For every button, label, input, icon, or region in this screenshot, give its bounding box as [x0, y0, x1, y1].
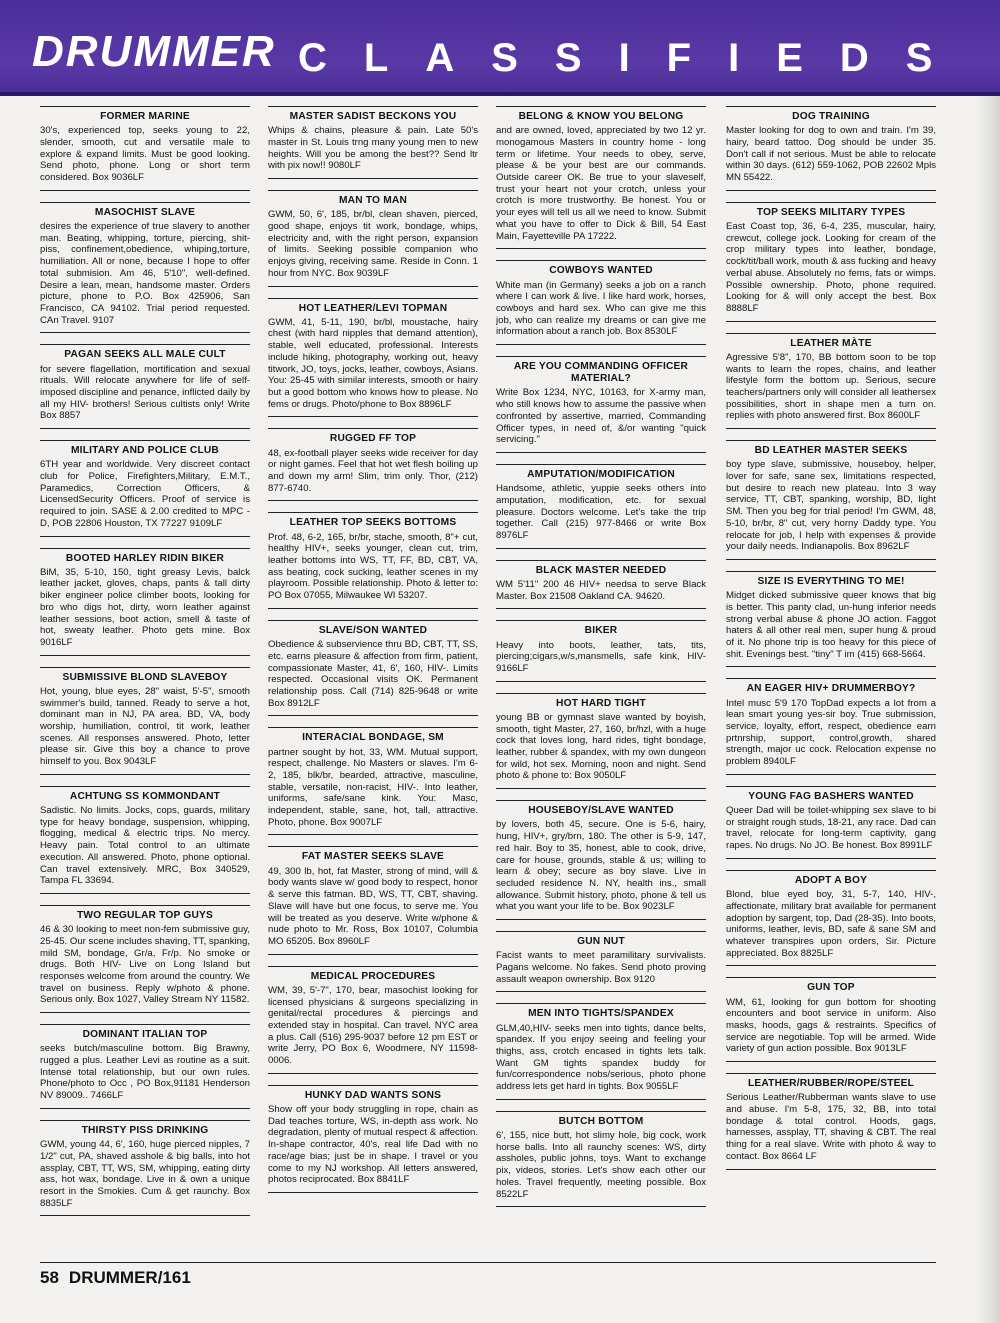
ad-body: desires the experience of true slavery to another man. Beating, whipping, torture, piercing, shit-piss, confinement,obedience, whiping,torture, humiliation. All or none, because I hope to offer total submision. Am 46, 5'10", well-defined. Desire a lean, mean, handsome master. Orders picture, phone to P.O. Box 425906, San Francisco, CA 94102. Trial period requested. CAn Travel. 9107: [40, 221, 250, 333]
classifieds-column-1: [40, 106, 250, 1256]
ad-title: AMPUTATION/MODIFICATION: [527, 469, 675, 480]
ad-title: FAT MASTER SEEKS SLAVE: [301, 851, 445, 863]
classified-ad: [268, 512, 478, 608]
ad-body: Obedience & subservience thru BD, CBT, TT, SS, etc. earns pleasure & affection from firm, patient, compassionate Master, 41, 6', 160, HIV-. Limits respected. Occasional visits OK. Permanent relationship poss. Call (714) 825-9648 or write Box 8912LF: [268, 639, 478, 716]
ad-title: PAGAN SEEKS ALL MALE CULT: [64, 349, 226, 361]
ad-body: Heavy into boots, leather, tats, tits, piercing;cigars,w/s,mansmells, safe kink, HIV-9166LF: [496, 640, 706, 682]
classified-ad: [40, 202, 250, 334]
classified-ad: [496, 260, 706, 345]
ad-body: Whips & chains, pleasure & pain. Late 50's master in St. Louis trng many young men to new heights. Will you be among the best?? Send ltr with pix now!! 9080LF: [268, 125, 478, 179]
ad-rule: [40, 106, 250, 107]
ad-body: 46 & 30 looking to meet non-fem submissive guy, 25-45. Our scene includes shaving, TT, spanking, mild SM, bondage, Gr/a, Fr/p. No smoke or drugs. Both HIV- Live on Long Island but responses welcome from around the country. We travel on business. Reply w/photo & phone. Serious only. Box 1027, Valley Stream NY 11582.: [40, 924, 250, 1013]
classified-ad: [268, 620, 478, 716]
masthead: [0, 0, 1000, 92]
ad-title: HUNKY DAD WANTS SONS: [304, 1089, 442, 1101]
classified-ad: [40, 548, 250, 656]
classifieds-column-2: [268, 106, 478, 1256]
ad-title: MASOCHIST SLAVE: [94, 206, 196, 218]
ad-rule: [726, 202, 936, 203]
classified-ad: [726, 106, 936, 191]
ad-body: Handsome, athletic, yuppie seeks others into amputation, modification, etc. for sexual pleasure. Doctors welcome. Let's take the trip together. Call (215) 977-8466 or write Box 8976LF: [496, 483, 706, 549]
ad-rule: [268, 727, 478, 728]
ad-rule: [726, 333, 936, 334]
classifieds-column-3: [496, 106, 706, 1256]
classified-ad: [496, 560, 706, 610]
classified-ad: [496, 1111, 706, 1207]
ad-title: BD LEATHER MASTER SEEKS: [754, 445, 908, 457]
ad-body: by lovers, both 45, secure. One is 5-6, hairy, hung, HIV+, gry/brn, 180. The other is 5-9, 147, red hair. Boy to 35, honest, able to cook, drive, care for house, grounds, stable & us; willing to learn & obey; secure as boy slave. Live in secluded residence N. NY, health ins., small allowance. Submit history, photo, phone & tell us what you want your life to be. Box 9023LF: [496, 819, 706, 920]
ad-rule: [496, 800, 706, 801]
ad-title: FORMER MARINE: [100, 111, 190, 122]
classified-ad: [268, 846, 478, 954]
ad-body: Master looking for dog to own and train. I'm 39, hairy, beard tattoo. Dog should be under 35. Don't call if not serious. Must be able to relocate within 30 days. (612) 559-1062, POB 22602 Mpls MN 55422.: [726, 125, 936, 191]
ad-title: BOOTED HARLEY RIDIN BIKER: [65, 552, 225, 564]
ad-rule: [268, 512, 478, 513]
page-edge-shadow: [974, 96, 1000, 1323]
ad-rule: [496, 931, 706, 932]
ad-rule: [726, 1073, 936, 1074]
ad-title: HOT HARD TIGHT: [556, 697, 646, 709]
classified-ad: [496, 1003, 706, 1099]
ad-title: YOUNG FAG BASHERS WANTED: [748, 790, 914, 802]
ad-title: MEN INTO TIGHTS/SPANDEX: [528, 1008, 674, 1020]
ad-rule: [40, 440, 250, 441]
ad-body: 6', 155, nice butt, hot slimy hole, big cock, work horse balls. Into all raunchy scenes: WS, dirty assholes, public johns, toys. Want to exchange pix, videos, stories. Let's show each other our holes. Travel frequently, meeting possible. Box 8522LF: [496, 1130, 706, 1207]
ad-rule: [40, 667, 250, 668]
ad-rule: [726, 440, 936, 441]
ad-rule: [726, 678, 936, 679]
ad-title: DOG TRAINING: [792, 111, 870, 122]
classified-ad: [726, 1073, 936, 1169]
ad-body: young BB or gymnast slave wanted by boyish, smooth, tight Master, 27, 160, br/hzl, with a huge cock that loves long, hard rides, tight bondage, leather, rubber & spandex, with my own dungeon for wild, hot sex. Morning, noon and night. Send photo & phone to: Box 9050LF: [496, 712, 706, 789]
classified-ad: [40, 786, 250, 894]
ad-title: HOT LEATHER/LEVI TOPMAN: [298, 302, 448, 314]
classified-ad: [268, 1085, 478, 1193]
ad-body: partner sought by hot, 33, WM. Mutual support, respect, challenge. No Masters or slaves. I'm 6-2, 185, blk/br, bearded, attractive, masculine, stable, versatile, non-racist, HIV-. Into leather, uniforms, safe/sane kink. You: Masc, independent, stable, sane, hot, tall, attractive. Photo, phone. Box 9007LF: [268, 747, 478, 836]
ad-body: 49, 300 lb, hot, fat Master, strong of mind, will & body wants slave w/ good body to respect, honor & serve this fatman. BD, WS, TT, CBT, shaving. Slave will have but one focus, to serve me. You will be treated as you deserve. Write w/phone & nude photo to Mr. Ross, Box 10107, Columbia MO 65205. Box 8960LF: [268, 866, 478, 955]
classified-ad: [496, 356, 706, 453]
ad-title: GUN TOP: [807, 982, 855, 994]
ad-rule: [726, 786, 936, 787]
ad-body: WM 5'11" 200 46 HIV+ needsa to serve Black Master. Box 21508 Oakland CA. 94620.: [496, 579, 706, 609]
ad-body: GWM, young 44, 6', 160, huge pierced nipples, 7 1/2" cut, PA, shaved asshole & big balls, into hot assplay, CBT, TT, WS, SM, whipping, eating dirty ass, hot wax, bondage. Live in & own a unique resort in the Smokies. Cum & get raunchy. Box 8835LF: [40, 1139, 250, 1216]
classified-ad: [268, 428, 478, 501]
ad-body: 6TH year and worldwide. Very discreet contact club for Police, Firefighters,Military, E.M.T., Paramedics, Correction Officers, & LicensedSecurity Officers. Proof of service is required to join. SASE & 2.00 credited to MPC - D, POB 22806 Houston, TX 77227 9109LF: [40, 459, 250, 536]
ad-rule: [496, 560, 706, 561]
ad-title: HOUSEBOY/SLAVE WANTED: [528, 805, 674, 817]
ad-body: GWM, 41, 5-11, 190, br/bl, moustache, hairy chest (with hard nipples that demand attention), stable, well educated, professional. Interests include hiking, photography, working out, heavy titwork, JO, toys, jocks, leather, cowboys, Asians. You: 25-45 with similar interests, smooth or hairy but a good bottom who knows how to please. No fems or drugs. Photo/phone to Box 8896LF: [268, 317, 478, 418]
ad-rule: [40, 548, 250, 549]
classified-ad: [726, 202, 936, 322]
ad-rule: [496, 106, 706, 107]
ad-title: SIZE IS EVERYTHING TO ME!: [757, 575, 905, 587]
ad-body: Blond, blue eyed boy, 31, 5-7, 140, HIV-, affectionate, military brat available for permanent adoption by sargent, top, Dad (28-35). Into boots, uniforms, leather, levis, BD, safe & sane SM and whatever transpires upon orders, Sir. Picture appreciated. Box 8825LF: [726, 889, 936, 966]
classified-ad: [496, 693, 706, 789]
ad-rule: [726, 977, 936, 978]
classified-ad: [40, 440, 250, 536]
ad-body: WM, 39, 5'-7", 170, bear, masochist looking for licensed physicians & surgeons specializing in genital/rectal procedures & piercings and extended stay in hospital. Can travel. NYC area a plus. Call (516) 295-9037 before 12 pm EST or write Jerry, PO Box 6, Woodmere, NY 11598-0006.: [268, 985, 478, 1074]
classified-ad: [40, 1120, 250, 1216]
ad-body: Agressive 5'8", 170, BB bottom soon to be top wants to learn the ropes, chains, and leather lifestyle form the bottom up. Serious, secure teachers/partners only will consider all leathersex possibilities, short in shape men a turn on. replies with photo answered first. Box 8600LF: [726, 352, 936, 429]
ad-rule: [496, 1111, 706, 1112]
ad-body: Hot, young, blue eyes, 28" waist, 5'-5", smooth swimmer's build, tanned. Ready to serve a hot, dominant man in NJ, PA area. BD, VA, body worship, humiliation, control, tit work, leather scenes. All responses answered. Photo, letter please sir. Give this boy a chance to prove himself to you. Box 9043LF: [40, 686, 250, 775]
ad-rule: [268, 966, 478, 967]
ad-rule: [268, 298, 478, 299]
masthead-title-classifieds: CLASSIFIEDS: [298, 36, 970, 80]
classified-ad: [726, 333, 936, 429]
ad-rule: [40, 905, 250, 906]
ad-rule: [726, 571, 936, 572]
classified-ad: [40, 905, 250, 1013]
ad-body: 30's, experienced top, seeks young to 22, slender, smooth, cut and versatile male to explore & expand limits. Must be good looking. Send photo, phone. Long or short term considered. Box 9036LF: [40, 125, 250, 191]
ad-rule: [40, 202, 250, 203]
ad-body: WM, 61, looking for gun bottom for shooting encounters and boot service in uniform. Also masks, hoods, gags & restraints. Specifics of service are negotiable. Top will be armed. Wide variety of gun action possible. Box 9013LF: [726, 997, 936, 1063]
ad-title: ADOPT A BOY: [794, 874, 868, 886]
ad-title: MASTER SADIST BECKONS YOU: [289, 111, 457, 122]
footer-rule: [40, 1262, 936, 1263]
ad-title: BIKER: [584, 625, 618, 637]
ad-body: Write Box 1234, NYC, 10163, for X-army man, who still knows how to assume the passive when confronted by assertive, married, Commanding Officer types, in need of, &/or wanting "quick servicing.": [496, 387, 706, 453]
ad-title: RUGGED FF TOP: [329, 433, 417, 445]
classified-ad: [496, 931, 706, 992]
ad-rule: [268, 620, 478, 621]
ad-rule: [496, 693, 706, 694]
ad-body: Sadistic. No limits. Jocks, cops, guards, military type for heavy bondage, suspension, whipping, flogging, medical & electric trips. No mercy. Heavy pain. Total control to an ultimate execution. All answered. Photo, phone optional. Can travel extensively. MRC, Box 340529, Tampa FL 33694.: [40, 805, 250, 894]
ad-title: ACHTUNG SS KOMMONDANT: [69, 790, 221, 802]
ad-title: MAN TO MAN: [338, 195, 408, 207]
ad-title: THIRSTY PISS DRINKING: [81, 1124, 209, 1136]
classified-ad: [268, 106, 478, 179]
classified-ad: [268, 190, 478, 286]
ad-title: ARE YOU COMMANDING OFFICER MATERIAL?: [513, 361, 689, 385]
ad-title: BUTCH BOTTOM: [558, 1115, 644, 1127]
ad-body: BiM, 35, 5-10, 150, tight greasy Levis, balck leather jacket, gloves, chaps, pants & tall dirty biker engineer police climber boots, looking for bro who digs hot, dirty, worn leather against leather sessions, boot action, smell & taste of hot, sweaty leather. Photo gets mine. Box 9016LF: [40, 567, 250, 656]
ad-body: seeks butch/masculine bottom. Big Brawny, rugged a plus. Leather Levi as routine as a suit. Intense total relationship, but our own rules. Phone/photo to Occ , PO Box,91181 Henderson NV 89009.. 7466LF: [40, 1043, 250, 1109]
ad-rule: [496, 464, 706, 465]
ad-title: LEATHER TOP SEEKS BOTTOMS: [289, 517, 457, 529]
ad-body: Serious Leather/Rubberman wants slave to use and abuse. I'm 5-8, 175, 32, BB, into total bondage & total control. Hoods, gags, harnesses, assplay, TT, shaving & CBT. The real thing for a real slave. Write with photo & way to contact. Box 8664 LF: [726, 1092, 936, 1169]
folio: [40, 1268, 191, 1288]
ad-body: Facist wants to meet paramilitary survivalists. Pagans welcome. No fakes. Send photo proving assault weapon ownership. Box 9120: [496, 950, 706, 992]
ad-title: LEATHER MÀTE: [790, 337, 872, 349]
ad-body: Intel musc 5'9 170 TopDad expects a lot from a lean smart young yes-sir boy. True submission, service, loyalty, effort, respect, obedience earn prtnrship, support, control,growth, shared strength, major uc cock. Relocation expense no problem 8940LF: [726, 698, 936, 775]
ad-rule: [40, 1120, 250, 1121]
ad-rule: [40, 344, 250, 345]
ad-title: MILITARY AND POLICE CLUB: [71, 445, 219, 457]
classified-ad: [496, 106, 706, 249]
ad-title: SLAVE/SON WANTED: [318, 624, 428, 636]
classified-ad: [268, 298, 478, 418]
ad-rule: [268, 428, 478, 429]
ad-body: GLM,40,HIV- seeks men into tights, dance belts, spandex. If you enjoy seeing and feeling your thighs, ass, crotch encased in tights lets talk. Want GM tights spandex buddy for fun/correspondence nobs/serious, photo phone address lets get hard in tights. Box 9055LF: [496, 1023, 706, 1100]
ad-body: Prof. 48, 6-2, 165, br/br, stache, smooth, 8"+ cut, healthy HIV+, seeks younger, clean cut, trim, leather bottoms into WS, TT, FF, BD, CBT, VA, ass beating, cock sucking, leather scenes in my playroom. Possible relationship. Photo & letter to: PO Box 07055, Milwaukee WI 53207.: [268, 532, 478, 609]
ad-rule: [268, 106, 478, 107]
classified-ad: [726, 571, 936, 667]
issue-label: DRUMMER/161: [68, 1268, 191, 1287]
classified-ad: [726, 977, 936, 1062]
classified-ad: [726, 678, 936, 774]
ad-body: boy type slave, submissive, houseboy, helper, lover for safe, sane sex, limitations respected, but desire to reach new plateau. Into 3 way service, TT, CBT, spanking, worship, BD, light SM. Then you beg for trial period! I'm GWM, 48, 5-10, br/br, 8" cut, very horny Daddy type. You relocate for job, I help with expenses & provide your daily needs. Indianapolis. Box 8962LF: [726, 459, 936, 560]
classified-ad: [496, 464, 706, 549]
ad-title: TWO REGULAR TOP GUYS: [76, 909, 214, 921]
ad-rule: [268, 846, 478, 847]
ad-title: TOP SEEKS MILITARY TYPES: [756, 206, 906, 218]
ad-body: Show off your body struggling in rope, chain as Dad teaches torture, WS, in-depth ass work. No degradation, plenty of mutual respect & affection. In-shape contractor, 40's, real life Dad with no race/age bias; just be in shape. I travel or you come to my NJ workshop. All letters answered, photos reciprocated. Box 8841LF: [268, 1104, 478, 1193]
ad-rule: [268, 190, 478, 191]
classified-ad: [726, 440, 936, 560]
ad-rule: [268, 1085, 478, 1086]
ad-title: SUBMISSIVE BLOND SLAVEBOY: [62, 671, 228, 683]
masthead-rule: [0, 92, 1000, 96]
ad-rule: [496, 260, 706, 261]
page-number: 58: [40, 1268, 59, 1287]
classified-ad: [40, 667, 250, 775]
ad-title: DOMINANT ITALIAN TOP: [82, 1029, 208, 1041]
ad-body: East Coast top, 36, 6-4, 235, muscular, hairy, crewcut, college jock. Looking for cream of the crop military types into leather, bondage, cock/tit/ball work, mouth & ass fucking and heavy verbal abuse. Absolutely no fems, fats or wimps. Possible ownership. Photo, phone required. Looking for & will only accept the best. Box 8888LF: [726, 221, 936, 322]
classifieds-column-4: [726, 106, 936, 1256]
classified-ad: [40, 1024, 250, 1109]
ad-body: Midget dicked submissive queer knows that big is better. This panty clad, un-hung inferior needs strong verbal abuse & phone JO action. Faggot haters & all other real men, super hung & proud of it. No phone trip is too heavy for this piece of shit. Evenings best. "tiny" T im (415) 668-5664.: [726, 590, 936, 667]
classified-ad: [268, 966, 478, 1074]
classified-ad: [40, 344, 250, 429]
ad-title: MEDICAL PROCEDURES: [310, 970, 436, 982]
ad-title: GUN NUT: [577, 936, 625, 948]
ad-body: White man (in Germany) seeks a job on a ranch where I can work & live. I like hard work, horses, cowboys and hard sex. Who can give me this job, who can realize my dreams or can give me information about a ranch job. Box 8530LF: [496, 280, 706, 346]
ad-rule: [726, 106, 936, 107]
ad-rule: [726, 870, 936, 871]
masthead-title-drummer: DRUMMER: [32, 27, 276, 76]
ad-title: INTERACIAL BONDAGE, SM: [302, 732, 444, 744]
ad-rule: [496, 356, 706, 357]
ad-body: Queer Dad will be toilet-whipping sex slave to bi or straight rough studs, 18-21, any race. Dad can travel, relocate for long-term captivity, gang rapes. No drugs. No JO. Be honest. Box 8991LF: [726, 805, 936, 859]
ad-body: GWM, 50, 6', 185, br/bl, clean shaven, pierced, good shape, enjoys tit work, bondage, whips, electricity and, with the right person, expansion of limits. Seeking possible companion who enjoys giving, receiving same. Reside in Conn. 1 hour from NYC. Box 9039LF: [268, 209, 478, 286]
ad-title: BELONG & KNOW YOU BELONG: [518, 111, 684, 122]
classified-ad: [268, 727, 478, 835]
ad-body: and are owned, loved, appreciated by two 12 yr. monogamous Masters in country home - long term or lifetime. Your needs to obey, serve, please & be your best are our commands. Outside career OK. Be true to your slaveself, trust your heart not your crotch, unless your crotch is more trustworthy. Be honest. You or your eyes will tell us all we need to know. Submit what you have to offer to Dick & Bill, 54 East Main, Fayetteville PA 17222.: [496, 125, 706, 249]
classified-ad: [726, 870, 936, 966]
ad-title: AN EAGER HIV+ DRUMMERBOY?: [746, 683, 916, 695]
ad-rule: [496, 1003, 706, 1004]
classified-ad: [496, 800, 706, 920]
classified-ad: [40, 106, 250, 191]
ad-title: LEATHER/RUBBER/ROPE/STEEL: [747, 1078, 915, 1090]
ad-title: BLACK MASTER NEEDED: [535, 564, 667, 576]
ad-title: COWBOYS WANTED: [549, 265, 653, 277]
ad-rule: [496, 620, 706, 621]
ad-rule: [40, 1024, 250, 1025]
classified-ad: [496, 620, 706, 681]
ad-rule: [40, 786, 250, 787]
classified-ad: [726, 786, 936, 859]
ad-body: for severe flagellation, mortification and sexual rituals. Will relocate anywhere for life of self-imposed discipline and penance, inflicted daily by all my HIV- brothers! Serious cultists only! Write Box 8857: [40, 364, 250, 430]
ad-body: 48, ex-football player seeks wide receiver for day or night games. Feel that hot wet flesh boiling up and down my arm! Slim, trim only. Thor, (212) 877-6740.: [268, 448, 478, 502]
